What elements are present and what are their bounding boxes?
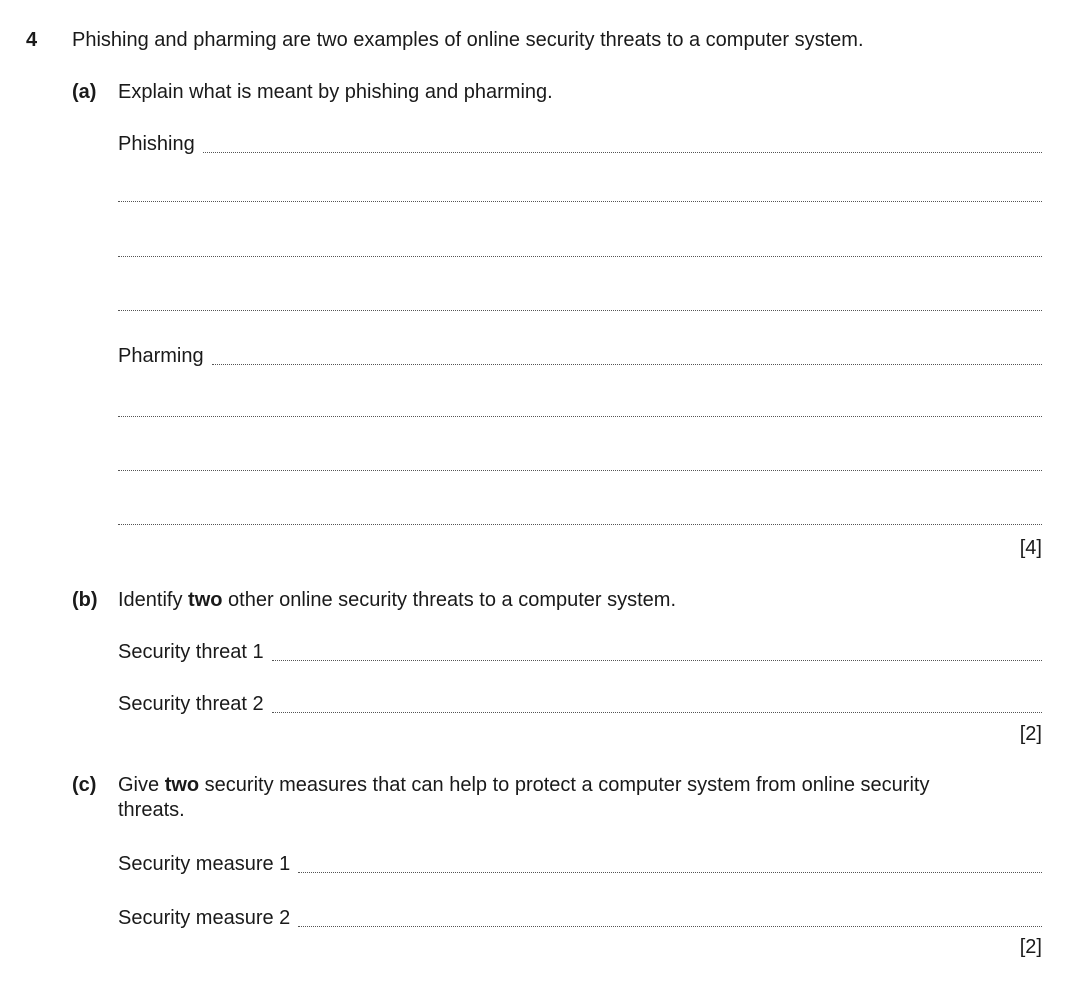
- part-b-prompt: Identify two other online security threats to a computer system.: [118, 589, 677, 611]
- part-c-label: (c): [72, 774, 97, 796]
- answer-dotted-line: [272, 660, 1042, 661]
- phishing-answer-line-4[interactable]: [118, 310, 1042, 311]
- answer-dotted-line: [298, 872, 1042, 873]
- answer-dotted-line: [272, 712, 1042, 713]
- question-number: 4: [26, 29, 38, 51]
- question-stem: Phishing and pharming are two examples of online security threats to a computer system.: [72, 29, 864, 51]
- part-b-label: (b): [72, 589, 98, 611]
- emphasis-two: two: [164, 774, 200, 796]
- part-a-marks: [4]: [1019, 537, 1042, 559]
- pharming-answer-line[interactable]: [118, 344, 1042, 368]
- part-a-prompt: Explain what is meant by phishing and pharming.: [118, 81, 553, 103]
- threat-2-label: Security threat 2: [118, 693, 264, 715]
- measure-1-label: Security measure 1: [118, 853, 291, 875]
- threat-2-answer-line[interactable]: [118, 692, 1042, 716]
- part-c-prompt: Give two security measures that can help to protect a computer system from online security: [118, 774, 930, 796]
- part-a-label: (a): [72, 81, 97, 103]
- phishing-label: Phishing: [118, 133, 195, 155]
- answer-dotted-line: [203, 152, 1042, 153]
- measure-2-answer-line[interactable]: [118, 906, 1042, 930]
- phishing-answer-line-3[interactable]: [118, 256, 1042, 257]
- part-c-prompt-line-2: threats.: [118, 799, 185, 821]
- answer-dotted-line: [212, 364, 1042, 365]
- phishing-answer-line[interactable]: [118, 132, 1042, 156]
- part-b-marks: [2]: [1019, 723, 1042, 745]
- measure-2-label: Security measure 2: [118, 907, 291, 929]
- part-c-marks: [2]: [1019, 936, 1042, 958]
- threat-1-label: Security threat 1: [118, 641, 264, 663]
- pharming-answer-line-3[interactable]: [118, 470, 1042, 471]
- pharming-answer-line-2[interactable]: [118, 416, 1042, 417]
- pharming-label: Pharming: [118, 345, 204, 367]
- phishing-answer-line-2[interactable]: [118, 201, 1042, 202]
- threat-1-answer-line[interactable]: [118, 640, 1042, 664]
- measure-1-answer-line[interactable]: [118, 852, 1042, 876]
- answer-dotted-line: [298, 926, 1042, 927]
- emphasis-two: two: [188, 589, 223, 611]
- pharming-answer-line-4[interactable]: [118, 524, 1042, 525]
